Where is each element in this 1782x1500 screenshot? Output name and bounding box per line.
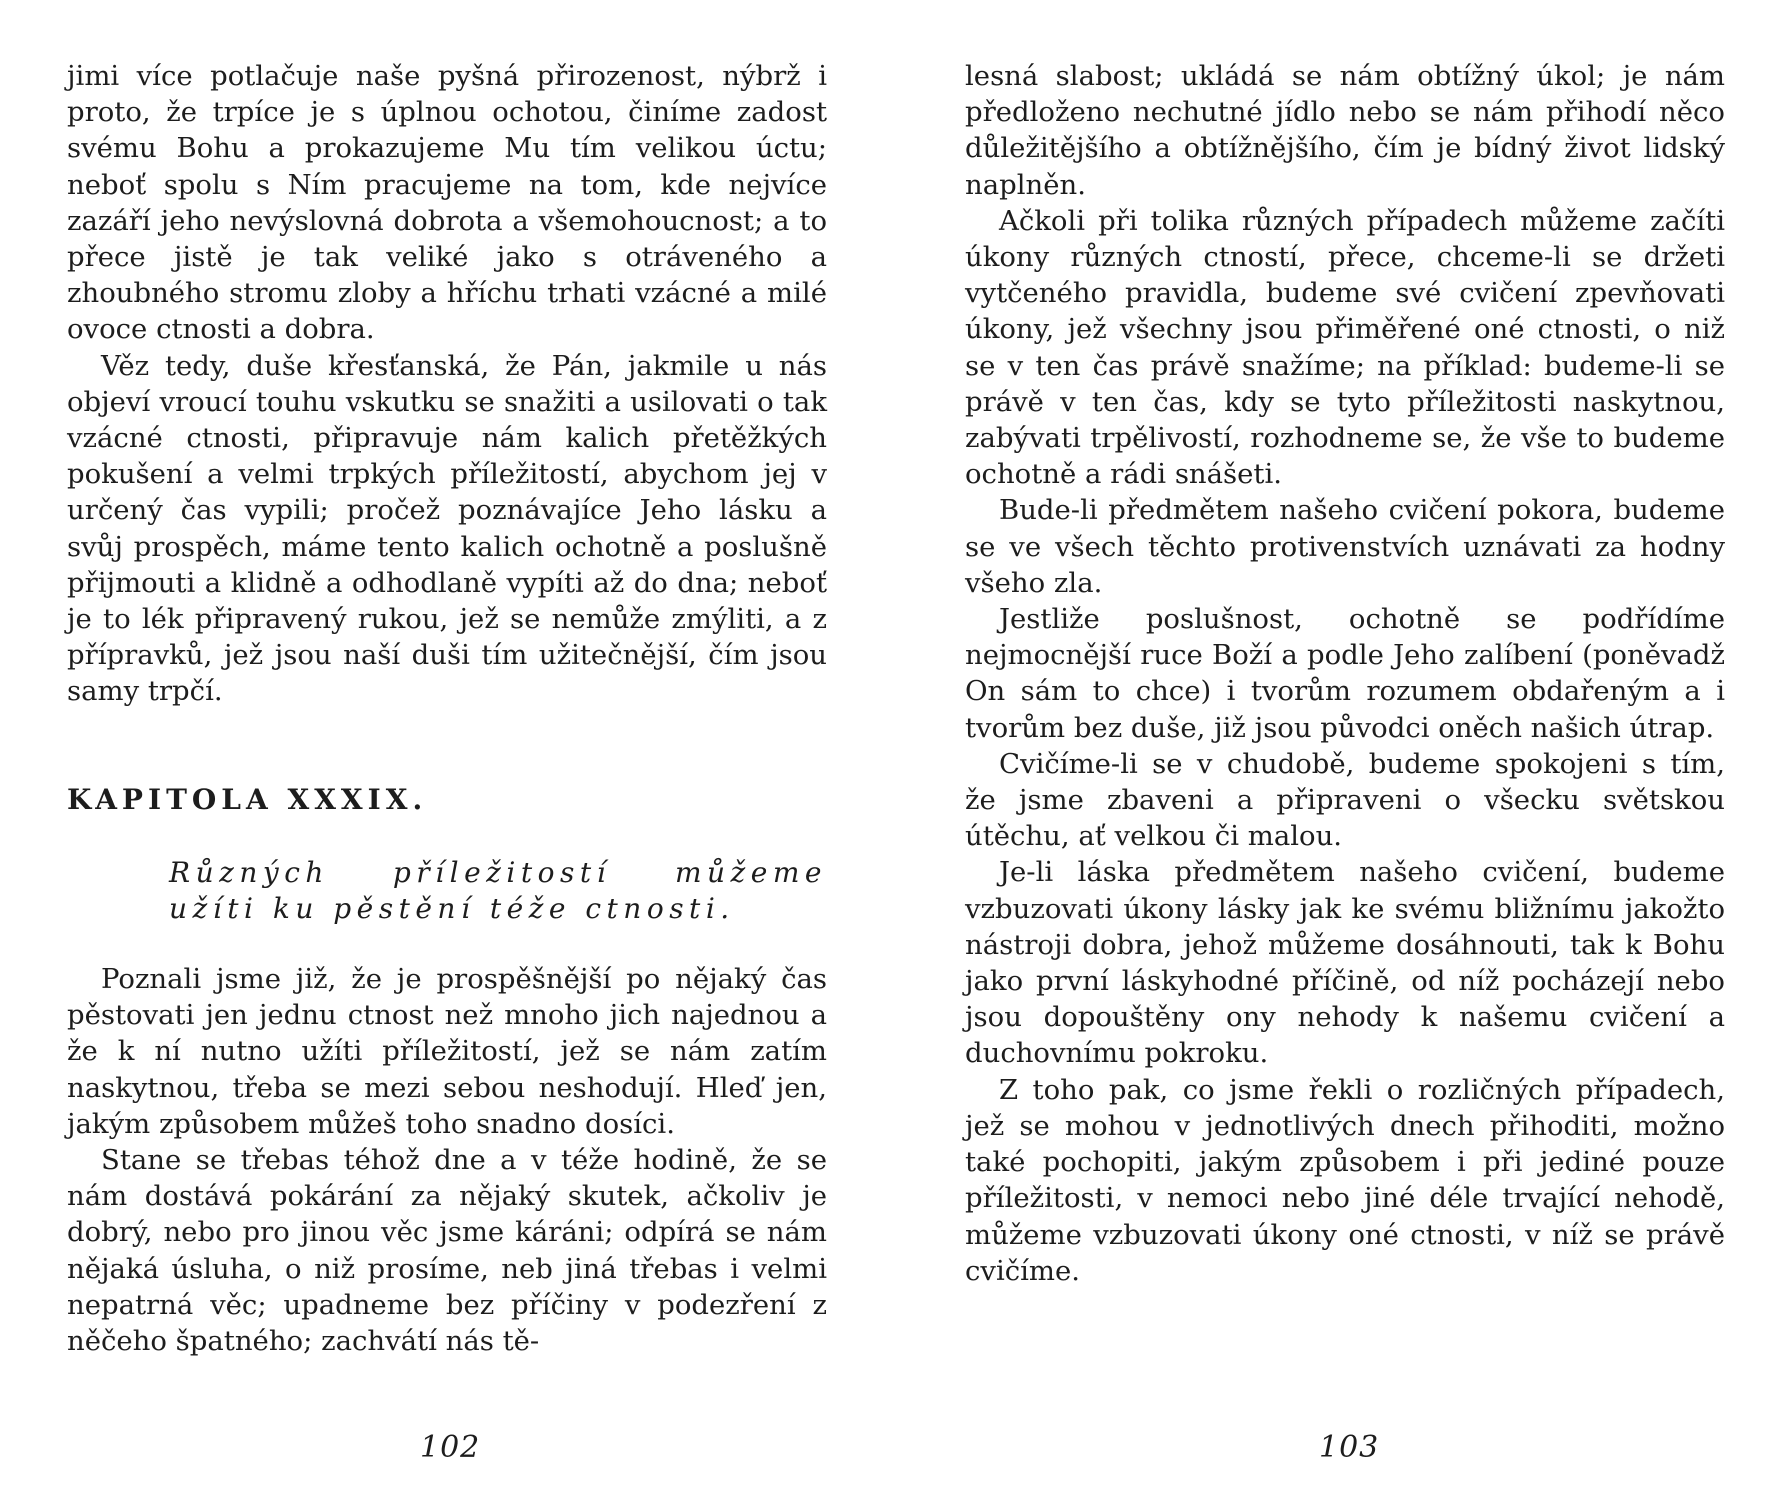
paragraph: jimi více potlačuje naše pyšná přirozenost, nýbrž i proto, že trpíce je s úplnou ochotou, činíme zadost svému Bohu a prokazujeme Mu tím velikou úctu; neboť spolu s Ním pracujeme na tom, kde nejvíce zazáří jeho nevýslovná dobrota a všemohoucnost; a to přece jistě je tak veliké jako s otráveného a zhoubného stromu zloby a hříchu trhati vzácné a milé ovoce ctnosti a dobra. bbox=[67, 60, 827, 346]
paragraph: Věz tedy, duše křesťanská, že Pán, jakmile u nás objeví vroucí touhu vskutku se snažiti a usilovati o tak vzácné ctnosti, připravuje nám kalich přetěžkých pokušení a velmi trpkých příležitostí, abychom jej v určený čas vypili; pročež poznávajíce Jeho lásku a svůj prospěch, máme tento kalich ochotně a poslušně přijmouti a klidně a odhodlaně vypíti až do dna; neboť je to lék připravený rukou, jež se nemůže zmýliti, a z přípravků, jež jsou naší duši tím užitečnější, čím jsou samy trpčí. bbox=[67, 349, 827, 708]
paragraph: Jestliže poslušnost, ochotně se podřídíme nejmocnější ruce Boží a podle Jeho zalíbení (poněvadž On sám to chce) i tvorům rozumem obdařeným a i tvorům bez duše, již jsou původci oněch našich útrap. bbox=[965, 603, 1725, 744]
chapter-subtitle bbox=[169, 855, 827, 927]
paragraph: Je-li láska předmětem našeho cvičení, budeme vzbuzovati úkony lásky jak ke svému bližnímu jakožto nástroji dobra, jehož můžeme dosáhnouti, tak k Bohu jako první láskyhodné příčině, od níž pocházejí nebo jsou dopouštěny ony nehody k našemu cvičení a duchovnímu pokroku. bbox=[965, 856, 1725, 1070]
paragraph: Cvičíme-li se v chudobě, budeme spokojeni s tím, že jsme zbaveni a připraveni o všecku světskou útěchu, ať velkou či malou. bbox=[965, 747, 1725, 853]
paragraph: Z toho pak, co jsme řekli o rozličných případech, jež se mohou v jednotlivých dnech přihoditi, možno také pochopiti, jakým způsobem i při jediné pouze příležitosti, v nemoci nebo jiné déle trvající nehodě, můžeme vzbuzovati úkony oné ctnosti, v níž se právě cvičíme. bbox=[965, 1073, 1725, 1287]
right-page-text bbox=[965, 58, 1725, 1289]
left-page-bottom-text bbox=[67, 961, 827, 1359]
paragraph: Stane se třebas téhož dne a v téže hodině, že se nám dostává pokárání za nějaký skutek, ačkoliv je dobrý, nebo pro jinou věc jsme káráni; odpírá se nám nějaká úsluha, o niž prosíme, neb jiná třebas i velmi nepatrná věc; upadneme bez příčiny v podezření z něčeho špatného; zachvátí nás tě- bbox=[67, 1144, 827, 1358]
chapter-subtitle-line: Různých příležitostí můžeme bbox=[169, 856, 827, 889]
paragraph: lesná slabost; ukládá se nám obtížný úkol; je nám předloženo nechutné jídlo nebo se nám přihodí něco důležitějšího a obtížnějšího, čím je bídný život lidský naplněn. bbox=[965, 60, 1725, 201]
left-page-top-text bbox=[67, 58, 827, 710]
chapter-subtitle-line: užíti ku pěstění téže ctnosti. bbox=[169, 892, 735, 925]
chapter-heading: KAPITOLA XXXIX. bbox=[67, 783, 428, 816]
paragraph: Ačkoli při tolika různých případech můžeme začíti úkony různých ctností, přece, chceme-li se držeti vytčeného pravidla, budeme své cvičení zpevňovati úkony, jež všechny jsou přiměřené oné ctnosti, o niž se v ten čas právě snažíme; na příklad: budeme-li se právě v ten čas, kdy se tyto příležitosti naskytnou, zabývati trpělivostí, rozhodneme se, že vše to budeme ochotně a rádi snášeti. bbox=[965, 204, 1725, 491]
paragraph: Poznali jsme již, že je prospěšnější po nějaký čas pěstovati jen jednu ctnost než mnoho jich najednou a že k ní nutno užíti příležitostí, jež se nám zatím naskytnou, třeba se mezi sebou neshodují. Hleď jen, jakým způsobem můžeš toho snadno dosíci. bbox=[67, 963, 827, 1140]
page-number-right: 103 bbox=[1319, 1430, 1380, 1465]
paragraph: Bude-li předmětem našeho cvičení pokora, budeme se ve všech těchto protivenstvích uznávati za hodny všeho zla. bbox=[965, 494, 1725, 599]
page-number-left: 102 bbox=[420, 1430, 481, 1465]
